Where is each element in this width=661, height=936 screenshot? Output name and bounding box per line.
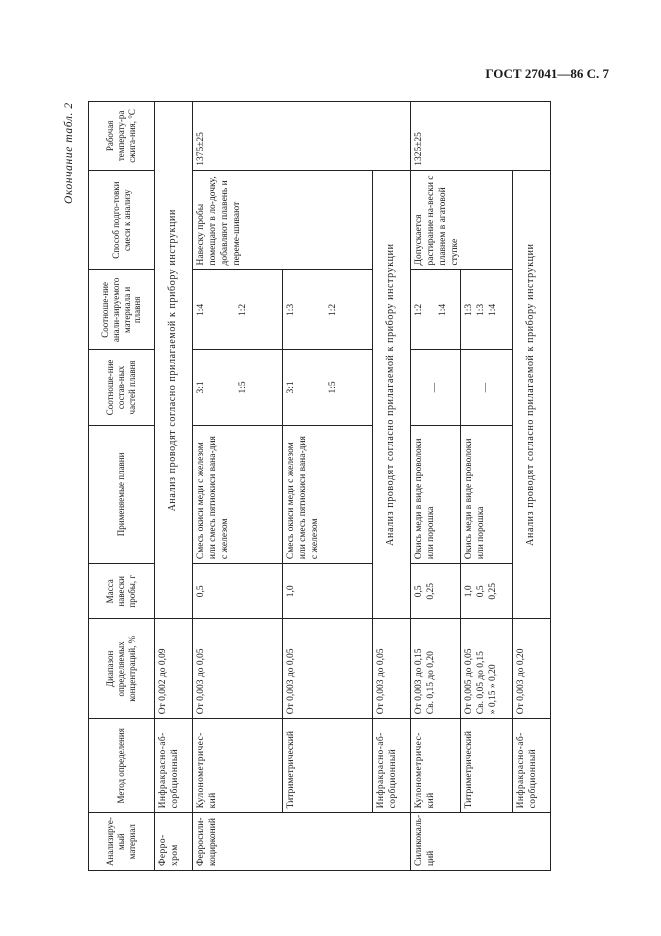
- header-prep: Способ подго-товки смеси к анализу: [89, 170, 155, 270]
- range-cell: От 0,003 до 0,05: [283, 619, 373, 719]
- ratio-flux-cell: —: [411, 350, 461, 425]
- header-mass: Масса навески пробы, г: [89, 564, 155, 619]
- prep-cell: Навеску пробы помещают в ло-дочку, добавляют плавень и переме-шивают: [193, 170, 373, 270]
- instruction-note: Анализ проводят согласно прилагаемой к прибору инструкции: [513, 170, 551, 619]
- header-range: Диапазон определяемых концентраций, %: [89, 619, 155, 719]
- table-row: [513, 102, 551, 871]
- ratio-material-cell: 1:4 1:2: [193, 270, 283, 350]
- range-cell: От 0,003 до 0,05: [373, 619, 411, 719]
- mass-cell: 0,5 0,25: [411, 564, 461, 619]
- method-cell: Титриметрический: [461, 719, 513, 813]
- range-cell: От 0,003 до 0,05: [193, 619, 283, 719]
- material-cell: Ферросили-коцирконий: [193, 813, 411, 871]
- table-row: [155, 102, 193, 871]
- temp-cell: 1375±25: [193, 102, 411, 171]
- data-table: [88, 101, 551, 871]
- header-method: Метод определения: [89, 719, 155, 813]
- range-cell: От 0,003 до 0,15 Св. 0,15 до 0,20: [411, 619, 461, 719]
- prep-cell: Допускается растирание на-вески с плавнем в агатовой ступке: [411, 170, 513, 270]
- ratio-flux-cell: 3:1 1:5: [193, 350, 283, 425]
- page-header: ГОСТ 27041—86 С. 7: [485, 66, 609, 81]
- header-ratio-flux: Соотноше-ние состав-ных частей плавня: [89, 350, 155, 425]
- instruction-note: Анализ проводят согласно прилагаемой к прибору инструкции: [373, 170, 411, 619]
- header-temp: Рабочая температу-ра сжига-ния, °С: [89, 102, 155, 171]
- flux-cell: Смесь окиси меди с железом или смесь пятиокиси вана-дия с железом: [283, 425, 373, 564]
- material-cell: Силикокаль-ций: [411, 813, 551, 871]
- method-cell: Титриметрический: [283, 719, 373, 813]
- header-material: Анализируе-мый материал: [89, 813, 155, 871]
- method-cell: Инфракрасно-аб-сорбционный: [513, 719, 551, 813]
- table-row: [193, 102, 283, 871]
- flux-cell: Окись меди в виде проволоки или порошка: [411, 425, 461, 564]
- mass-cell: 1,0: [283, 564, 373, 619]
- method-cell: Кулонометричес-кий: [193, 719, 283, 813]
- ratio-flux-cell: 3:1 1:5: [283, 350, 373, 425]
- header-ratio-material: Соотноше-ние анали-зируемого материала и плавня: [89, 270, 155, 350]
- ratio-material-cell: 1:2 1:4: [411, 270, 461, 350]
- range-cell: От 0,002 до 0,09: [155, 619, 193, 719]
- table-row: [411, 102, 461, 871]
- temp-cell: 1325±25: [411, 102, 551, 171]
- header-flux: Применяемые плавни: [89, 425, 155, 564]
- method-cell: Инфракрасно-аб-сорбционный: [373, 719, 411, 813]
- material-cell: Ферро-хром: [155, 813, 193, 871]
- flux-cell: Окись меди в виде проволоки или порошка: [461, 425, 513, 564]
- mass-cell: 1,0 0,5 0,25: [461, 564, 513, 619]
- range-cell: От 0,003 до 0,20: [513, 619, 551, 719]
- ratio-material-cell: 1:3 1:2: [283, 270, 373, 350]
- ratio-flux-cell: —: [461, 350, 513, 425]
- method-cell: Инфракрасно-аб-сорбционный: [155, 719, 193, 813]
- method-cell: Кулонометричес-кий: [411, 719, 461, 813]
- table-caption: Окончание табл. 2: [63, 102, 75, 204]
- mass-cell: 0,5: [193, 564, 283, 619]
- instruction-note: Анализ проводят согласно прилагаемой к прибору инструкции: [155, 102, 193, 620]
- ratio-material-cell: 1:3 1:3 1:4: [461, 270, 513, 350]
- range-cell: От 0,005 до 0,05 Св. 0,05 до 0,15 » 0,15 » 0,20: [461, 619, 513, 719]
- table-row: [373, 102, 411, 871]
- rotated-table-wrapper: [88, 101, 538, 871]
- table-header-row: [89, 102, 155, 871]
- flux-cell: Смесь окиси меди с железом или смесь пятиокиси вана-дия с железом: [193, 425, 283, 564]
